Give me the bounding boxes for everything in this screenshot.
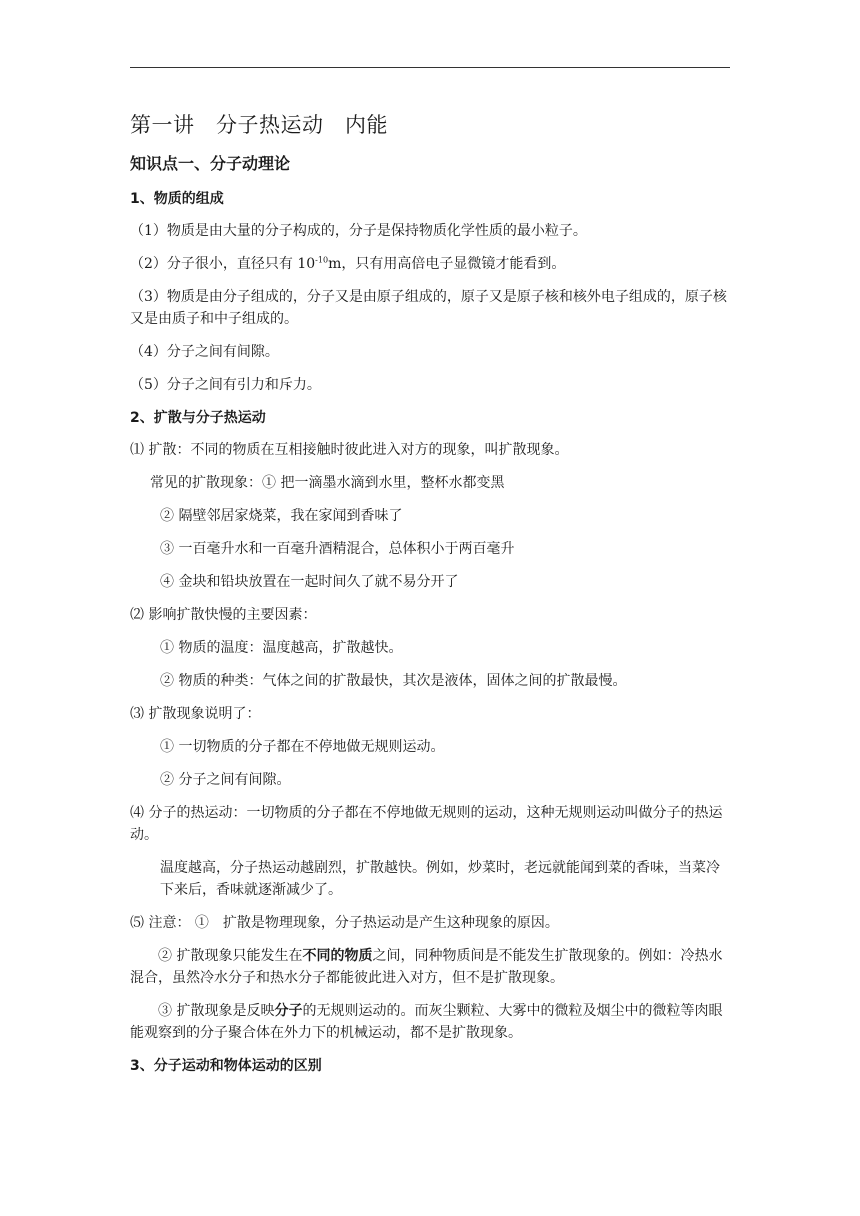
subsection-heading-1: 1、物质的组成 — [130, 191, 224, 207]
document-body — [130, 110, 730, 1087]
note-3-after: 的无规则运动的。而灰尘颗粒、大雾中的微粒及烟尘中的微粒等肉眼能观察到的分子聚合体在外力下的机械运动，都不是扩散现象。 — [130, 1003, 723, 1041]
note-2 — [130, 945, 730, 989]
paragraph-2-4: ⑷ 分子的热运动：一切物质的分子都在不停地做无规则的运动，这种无规则运动叫做分子的热运动。 — [130, 805, 723, 843]
note-2-after: 之间，同种物质间是不能发生扩散现象的。例如：冷热水混合，虽然冷水分子和热水分子都能彼此进入对方，但不是扩散现象。 — [130, 948, 723, 986]
note-3 — [130, 1000, 730, 1044]
paragraph-2-5: ⑸ 注意： ① 扩散是物理现象，分子热运动是产生这种现象的原因。 — [130, 915, 559, 931]
paragraph-1-2-after: m，只有用高倍电子显微镜才能看到。 — [328, 256, 566, 272]
common-examples-line-2: ② 隔壁邻居家烧菜，我在家闻到香味了 — [160, 508, 403, 524]
paragraph-2-3: ⑶ 扩散现象说明了： — [130, 706, 261, 722]
common-examples-line-1: 常见的扩散现象：① 把一滴墨水滴到水里，整杯水都变黑 — [150, 475, 505, 491]
note-2-bold: 不同的物质 — [302, 948, 373, 964]
note-3-bold: 分子 — [274, 1003, 303, 1019]
common-examples-line-3: ③ 一百毫升水和一百毫升酒精混合，总体积小于两百毫升 — [160, 541, 515, 557]
note-3-before: ③ 扩散现象是反映 — [158, 1003, 275, 1019]
paragraph-1-2-before: （2）分子很小，直径只有 10 — [130, 256, 316, 272]
common-examples-line-4: ④ 金块和铅块放置在一起时间久了就不易分开了 — [160, 574, 459, 590]
paragraph-2-4b: 温度越高，分子热运动越剧烈，扩散越快。例如，炒菜时，老远就能闻到菜的香味，当菜冷下来后，香味就逐渐减少了。 — [160, 860, 720, 898]
paragraph-1-1: （1）物质是由大量的分子构成的，分子是保持物质化学性质的最小粒子。 — [130, 223, 587, 239]
section-heading-1: 知识点一、分子动理论 — [130, 154, 291, 173]
subsection-heading-3: 3、分子运动和物体运动的区别 — [130, 1058, 322, 1074]
factor-2: ② 物质的种类：气体之间的扩散最快，其次是液体，固体之间的扩散最慢。 — [160, 673, 627, 689]
paragraph-2-2: ⑵ 影响扩散快慢的主要因素： — [130, 607, 317, 623]
paragraph-1-2 — [130, 253, 730, 275]
factor-1: ① 物质的温度：温度越高，扩散越快。 — [160, 640, 403, 656]
paragraph-1-3: （3）物质是由分子组成的，分子又是由原子组成的，原子又是原子核和核外电子组成的，原子核又是由质子和中子组成的。 — [130, 289, 727, 327]
explain-1: ① 一切物质的分子都在不停地做无规则运动。 — [160, 739, 445, 755]
explain-2: ② 分子之间有间隙。 — [160, 772, 291, 788]
exponent: -10 — [315, 255, 329, 265]
note-2-before: ② 扩散现象只能发生在 — [158, 948, 303, 964]
paragraph-1-4: （4）分子之间有间隙。 — [130, 344, 279, 360]
header-rule — [130, 67, 730, 68]
paragraph-1-5: （5）分子之间有引力和斥力。 — [130, 377, 321, 393]
subsection-heading-2: 2、扩散与分子热运动 — [130, 410, 266, 426]
paragraph-2-1: ⑴ 扩散：不同的物质在互相接触时彼此进入对方的现象，叫扩散现象。 — [130, 442, 569, 458]
lesson-title: 第一讲 分子热运动 内能 — [130, 113, 388, 137]
